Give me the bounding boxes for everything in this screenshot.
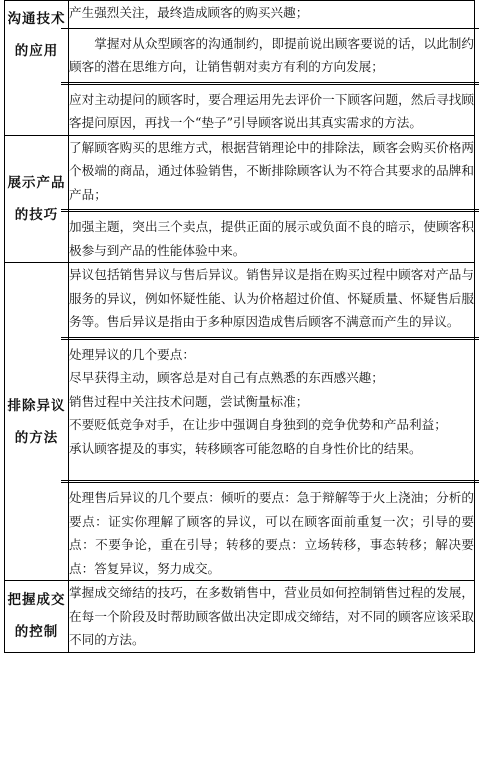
paragraph: 处理异议的几个要点： [69, 346, 195, 362]
row-label-line: 的控制 [14, 624, 59, 641]
divider [61, 480, 479, 483]
row-label-line: 的应用 [14, 43, 59, 59]
paragraph: 销售过程中关注技术问题，尝试衡量标准； [69, 393, 309, 409]
row-content [69, 581, 475, 653]
paragraph: 处理售后异议的几个要点：倾听的要点：急于辩解等于火上浇油；分析的要点：证实你理解了顾客的异议，可以在顾客面前重复一次；引导的要点：不要争论，重在引导；转移的要点：立场转移，事态转移；解决要点：答复异议，努力成交。 [69, 490, 474, 576]
row-label [5, 1, 69, 136]
paragraph: 产生强烈关注，最终造成顾客的购买兴趣； [69, 5, 309, 20]
paragraph: 应对主动提问的顾客时，要合理运用先去评价一下顾客问题，然后寻找顾客提问原因，再找一个“垫子”引导顾客说出其真实需求的方法。 [69, 91, 474, 130]
table-row [5, 135, 475, 263]
divider [61, 82, 479, 85]
paragraph: 了解顾客购买的思维方式，根据营销理论中的排除法，顾客会购买价格两个极端的商品，通过体验销售，不断排除顾客认为不符合其要求的品牌和产品； [69, 139, 474, 202]
table-row [5, 581, 475, 653]
paragraph: 异议包括销售异议与售后异议。销售异议是指在购买过程中顾客对产品与服务的异议，例如怀疑性能、认为价格超过价值、怀疑质量、怀疑售后服务等。售后异议是指由于多种原因造成售后顾客不满意而产生的异议。 [69, 267, 474, 329]
table-row [5, 1, 475, 136]
divider [61, 209, 479, 212]
spacer [69, 460, 474, 477]
row-label-line: 展示产品 [7, 174, 66, 191]
row-label-line: 的方法 [14, 429, 59, 446]
row-label [5, 135, 69, 263]
row-label-line: 排除异议 [7, 397, 66, 414]
paragraph: 加强主题，突出三个卖点，提供正面的展示或负面不良的暗示，使顾客积极参与到产品的性能体验中来。 [69, 219, 474, 258]
paragraph: 掌握成交缔结的技巧，在多数销售中，营业员如何控制销售过程的发展，在每一个阶段及时帮助顾客做出决定即成交缔结，对不同的顾客应该采取不同的方法。 [69, 585, 474, 647]
sales-skills-table [4, 0, 475, 653]
row-content [69, 1, 475, 136]
divider [61, 337, 479, 340]
paragraph: 承认顾客提及的事实，转移顾客可能忽略的自身性价比的结果。 [69, 440, 422, 456]
paragraph: 尽早获得主动，顾客总是对自己有点熟悉的东西感兴趣； [69, 370, 384, 385]
row-content [69, 135, 475, 263]
row-content [69, 263, 475, 581]
divider [61, 28, 479, 29]
row-label-line: 的技巧 [14, 206, 59, 223]
paragraph: 不要贬低竞争对手，在让步中强调自身独到的竞争优势和产品利益； [69, 417, 447, 432]
row-label [5, 263, 69, 581]
row-label [5, 581, 69, 653]
paragraph: 掌握对从众型顾客的沟通制约，即提前说出顾客要说的话，以此制约顾客的潜在思维方向，让销售朝对卖方有利的方向发展； [69, 35, 474, 74]
table-row [5, 263, 475, 581]
row-label-line: 沟通技术 [7, 11, 66, 27]
row-label-line: 把握成交 [7, 592, 66, 609]
